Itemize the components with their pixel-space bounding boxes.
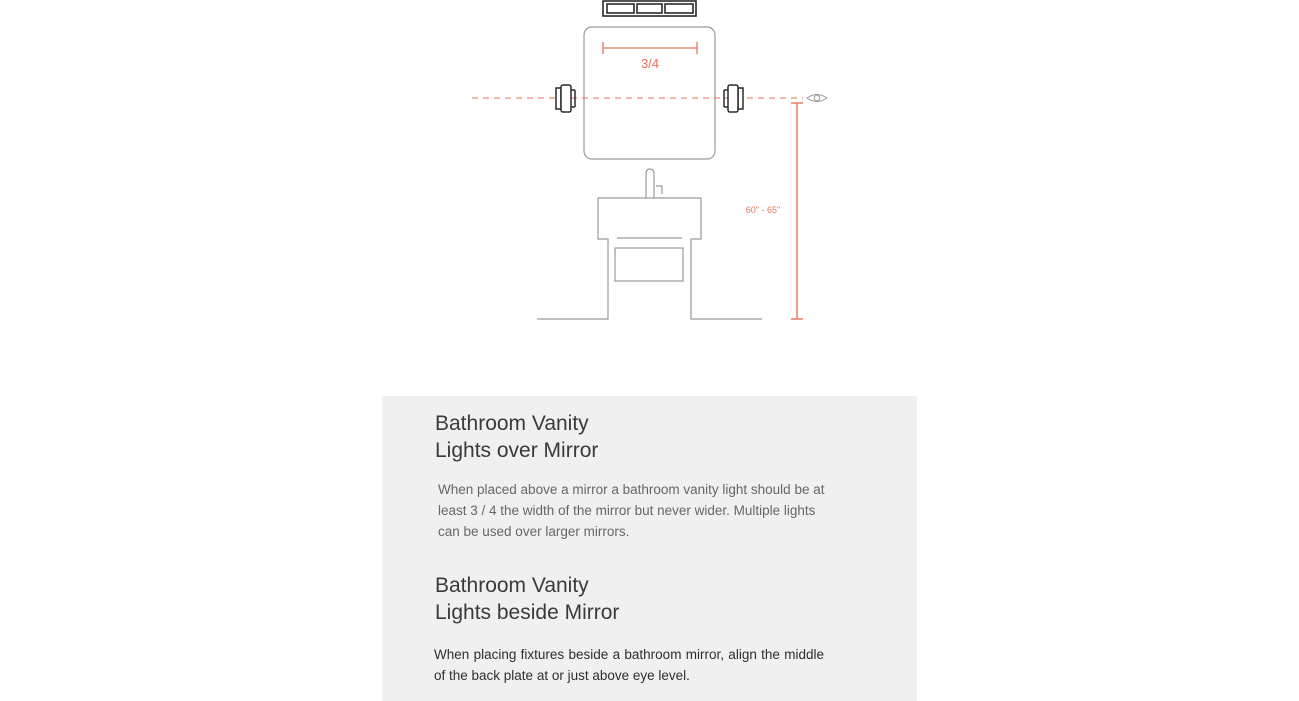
section-title-line: Bathroom Vanity xyxy=(435,574,589,597)
section-body-over-mirror: When placed above a mirror a bathroom vanity light should be at least 3 / 4 the width of the mirror but never wider. Multiple lights can be used over larger mirrors. xyxy=(438,482,825,539)
three-quarter-label: 3/4 xyxy=(640,56,660,71)
info-panel xyxy=(382,396,917,701)
section-title-over-mirror xyxy=(435,410,598,464)
section-title-line: Bathroom Vanity xyxy=(435,412,589,435)
eye-icon xyxy=(807,95,827,102)
section-title-line: Lights beside Mirror xyxy=(435,601,620,624)
top-light-fixture xyxy=(603,1,696,16)
vanity-cabinet xyxy=(537,198,762,319)
three-quarter-dimension xyxy=(603,42,697,54)
mirror xyxy=(584,27,715,159)
eye-height-dimension xyxy=(791,103,803,319)
faucet xyxy=(646,169,662,198)
section-title-line: Lights over Mirror xyxy=(435,439,599,462)
section-title-beside-mirror xyxy=(435,572,619,626)
section-body-beside-mirror: When placing fixtures beside a bathroom mirror, align the middle of the back plate at or just above eye level. xyxy=(434,647,824,683)
eye-height-label: 60" - 65" xyxy=(745,205,781,215)
